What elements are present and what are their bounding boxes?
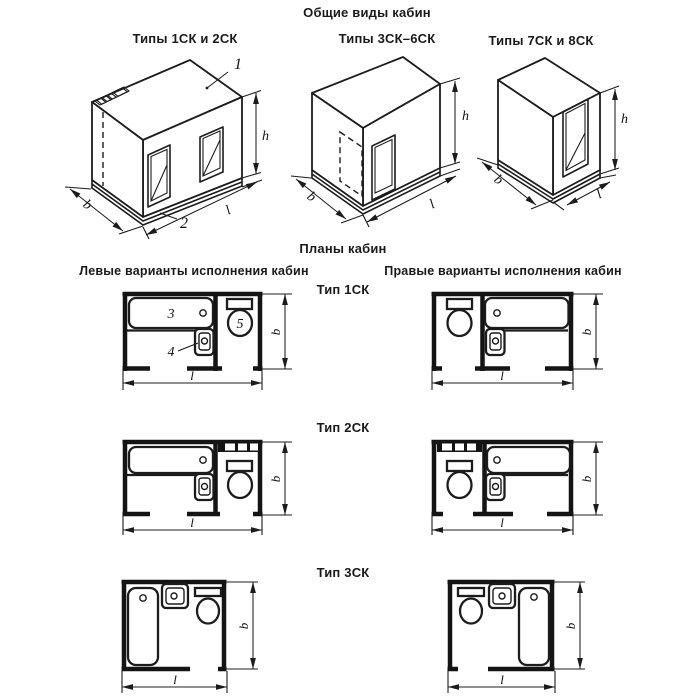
dim-depth (554, 582, 585, 669)
svg-text:l: l (190, 515, 194, 530)
svg-text:l: l (223, 203, 234, 219)
dim-height (242, 91, 269, 179)
dim-depth (573, 442, 603, 515)
bathtub (487, 447, 570, 473)
svg-text:b: b (236, 622, 251, 630)
washbasin (489, 584, 515, 608)
svg-text:l: l (500, 672, 504, 687)
svg-text:b: b (579, 475, 594, 483)
left-variants-header: Левые варианты исполнения кабин (79, 264, 309, 278)
svg-text:h: h (621, 112, 628, 127)
dim-depth (226, 582, 258, 669)
dim-length (448, 671, 555, 693)
toilet (447, 299, 472, 336)
right-variants-header: Правые варианты исполнения кабин (384, 264, 622, 278)
svg-text:b: b (268, 475, 283, 483)
iso-view-7sk-8sk (468, 48, 648, 228)
washbasin (195, 474, 214, 500)
figure-title: Общие виды кабин (303, 5, 431, 20)
row-label-2sk: Тип 2СК (316, 420, 370, 435)
washbasin (162, 584, 188, 608)
bathtub (128, 588, 158, 665)
plan-2sk-left (115, 437, 300, 539)
dim-length (122, 671, 227, 693)
svg-text:l: l (190, 368, 194, 383)
row-label-1sk: Тип 1СК (316, 282, 370, 297)
svg-text:l: l (500, 515, 504, 530)
dim-length (432, 368, 573, 390)
svg-text:b: b (579, 328, 594, 336)
iso-subtitle-7sk-8sk: Типы 7СК и 8СК (488, 33, 594, 48)
callout-washbasin (168, 343, 199, 360)
svg-text:4: 4 (167, 345, 175, 360)
plans-section-title: Планы кабин (299, 241, 387, 256)
plan-3sk-left (112, 576, 287, 698)
svg-text:b: b (490, 172, 506, 189)
svg-text:2: 2 (180, 215, 188, 232)
svg-text:h: h (262, 129, 269, 144)
dim-length (123, 515, 262, 535)
bathtub (129, 447, 213, 473)
svg-text:3: 3 (167, 307, 175, 322)
plan-3sk-right (440, 576, 615, 698)
svg-text:5: 5 (236, 317, 244, 332)
vent-block (437, 440, 482, 452)
plan-2sk-right (425, 437, 610, 539)
toilet (458, 588, 484, 624)
dim-depth (262, 294, 292, 369)
svg-text:b: b (563, 622, 578, 630)
svg-text:l: l (173, 672, 177, 687)
toilet (195, 588, 221, 624)
svg-text:b: b (303, 189, 319, 206)
svg-text:l: l (500, 368, 504, 383)
plan-1sk-left (115, 288, 300, 395)
washbasin (486, 474, 505, 500)
svg-text:l: l (427, 197, 438, 213)
svg-text:b: b (79, 197, 95, 214)
iso-subtitle-1sk-2sk: Типы 1СК и 2СК (132, 31, 238, 46)
svg-text:1: 1 (234, 56, 242, 73)
dim-depth (573, 294, 603, 369)
bathtub (129, 298, 213, 328)
dim-length (432, 515, 573, 535)
toilet (447, 461, 472, 498)
row-label-3sk: Тип 3СК (316, 565, 370, 580)
svg-text:b: b (268, 328, 283, 336)
toilet (227, 461, 252, 498)
dim-height (600, 86, 628, 174)
dim-length (123, 368, 262, 390)
washbasin (195, 329, 214, 355)
svg-text:l: l (594, 187, 605, 203)
iso-view-3sk-6sk (288, 48, 478, 238)
toilet (227, 299, 252, 336)
vent-block (218, 440, 262, 452)
cabin-body (312, 57, 440, 206)
bathtub (485, 298, 569, 328)
dim-depth (262, 442, 292, 515)
bathtub (519, 588, 549, 665)
iso-subtitle-3sk-6sk: Типы 3СК–6СК (338, 31, 436, 46)
iso-view-1sk-2sk (60, 50, 275, 245)
plan-1sk-right (425, 288, 610, 395)
washbasin (486, 329, 505, 355)
svg-text:h: h (462, 109, 469, 124)
dim-height (440, 78, 469, 168)
